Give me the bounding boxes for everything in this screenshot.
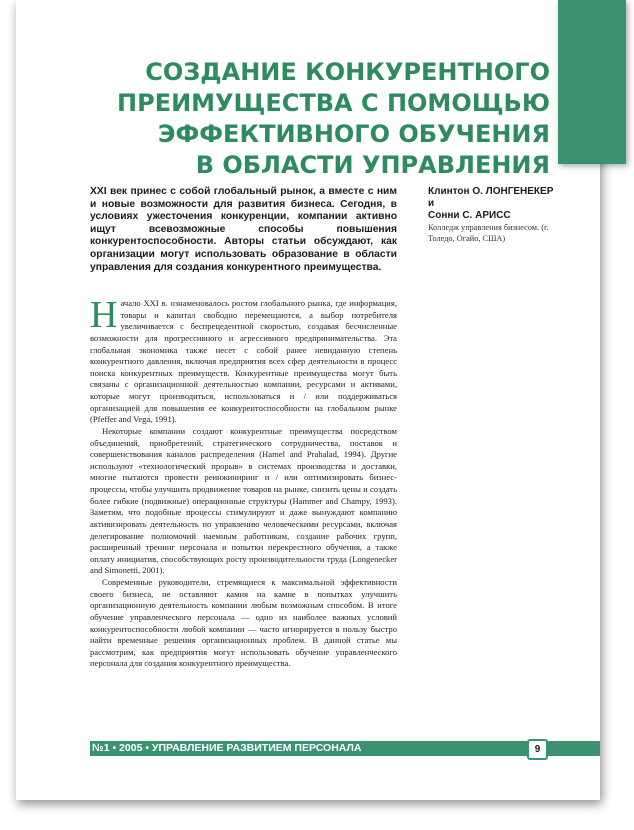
title-line: СОЗДАНИЕ КОНКУРЕНТНОГО	[145, 58, 550, 86]
title-line: ЭФФЕКТИВНОГО ОБУЧЕНИЯ	[157, 120, 550, 148]
body-paragraph-1	[90, 294, 397, 426]
page-number: 9	[527, 739, 548, 760]
section-tab	[558, 0, 626, 164]
footer-issue-text: №1 • 2005 • УПРАВЛЕНИЕ РАЗВИТИЕМ ПЕРСОНАЛА	[92, 742, 362, 754]
title-line: ПРЕИМУЩЕСТВА С ПОМОЩЬЮ	[117, 89, 550, 117]
title-line: В ОБЛАСТИ УПРАВЛЕНИЯ	[195, 151, 550, 179]
article-body	[90, 294, 397, 670]
author-conjunction: и	[428, 198, 435, 209]
body-paragraph-3: Современные руководители, стремящиеся к максимальной эффективности своего бизнеса, не оставляют камня на камне в попытках улучшить организационную деятельность компании любым возможным способом. В итоге обучение управленческого персонала — одно из наиболее важных условий конкурентоспособности любой компании — часто игнорируется в пользу быстро найти временные решения организационных проблем. В данной статье мы рассмотрим, как предприятия могут использовать обучение управленческого персонала для создания конкурентного преимущества.	[90, 577, 397, 669]
author-1: Клинтон О. ЛОНГЕНЕКЕР	[428, 186, 554, 197]
body-paragraph-2: Некоторые компании создают конкурентные преимущества посредством объединений, приобретений, стратегического сотрудничества, поставок и совершенствования каналов распределения (Hamel and Prahalad, 1994). Другие используют «технологический прорыв» в системах производства и доставки, многие пытаются провести реинжиниринг и / или оптимизировать бизнес-процессы, чтобы улучшить продвижение товаров на рынке, снизить цены и создать более гибкие (подвижные) операционные структуры (Hammer and Champy, 1993). Заметим, что подобные процессы стимулируют и даже вынуждают компанию активизировать деятельность по управлению человеческими ресурсами, включая делегирование полномочий наемным работникам, создание рабочих групп, расширенный тренинг персонала и попытки перекрестного обучения, а также оплату инициатив, способствующих росту производительности труда (Longenecker and Simonetti, 2001).	[90, 425, 397, 576]
footer-bar	[90, 741, 600, 756]
article-title	[40, 57, 550, 181]
author-2: Сонни С. АРИСС	[428, 210, 511, 221]
drop-cap: Н	[90, 294, 118, 336]
authors-block	[428, 186, 568, 244]
body-paragraph-1-text: ачало XXI в. ознаменовалось ростом глобального рынка, где информация, товары и капитал свободно перемещаются, а выбор потребителя увеличивается с беспрецедентной скоростью, создавая бесчисленные возможности для прогрессивного и агрессивного предпринимательства. Эта глобальная экономика также несет с собой ранее невиданную степень конкурентного давления, включая предприятия всех сфер деятельности в процесс поиска конкурентных преимуществ. Конкурентные преимущества могут быть связаны с организационной деятельностью компании, ресурсами и активами, которые могут производиться, использоваться и / или поддерживаться организацией для повышения ее конкурентоспособности на глобальном рынке (Pfeffer and Vega, 1991).	[90, 298, 397, 425]
lead-paragraph: XXI век принес с собой глобальный рынок, а вместе с ним и новые возможности для развития бизнеса. Сегодня, в условиях ужесточения конкуренции, компании активно ищут всевозможные способы повышения конкурентоспособности. Авторы статьи обсуждают, как организации могут использовать образование в области управления для создания конкурентного преимущества.	[90, 186, 397, 273]
author-affiliation: Колледж управления бизнесом. (г. Толедо, Огайо, США)	[428, 223, 549, 243]
